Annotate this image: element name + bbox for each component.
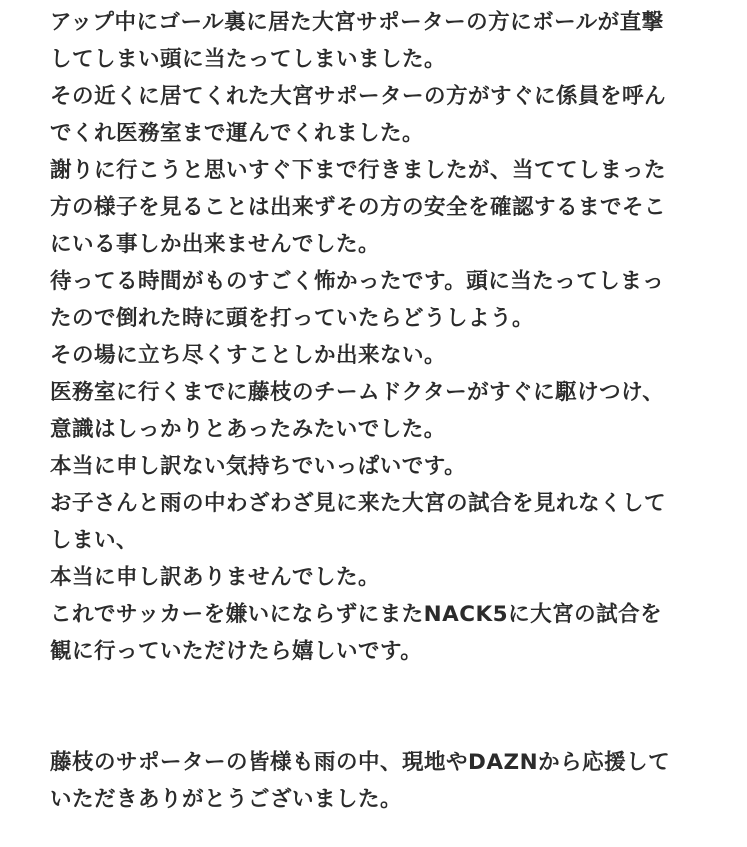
text-line: その近くに居てくれた大宮サポーターの方がすぐに係員を呼ん bbox=[50, 84, 667, 109]
text-line: 方の様子を見ることは出来ずその方の安全を確認するまでそこ bbox=[50, 195, 667, 220]
text-line: 意識はしっかりとあったみたいでした。 bbox=[50, 417, 446, 442]
text-line: お子さんと雨の中わざわざ見に来た大宮の試合を見れなくして bbox=[50, 491, 667, 516]
text-line: 医務室に行くまでに藤枝のチームドクターがすぐに駆けつけ、 bbox=[50, 380, 665, 405]
text-line: 藤枝のサポーターの皆様も雨の中、現地やDAZNから応援して bbox=[50, 750, 671, 775]
text-line: 本当に申し訳ありませんでした。 bbox=[50, 565, 381, 590]
text-line: たので倒れた時に頭を打っていたらどうしよう。 bbox=[50, 306, 535, 331]
text-line: アップ中にゴール裏に居た大宮サポーターの方にボールが直撃 bbox=[50, 10, 664, 35]
text-line: にいる事しか出来ませんでした。 bbox=[50, 232, 381, 257]
post-body bbox=[50, 4, 720, 818]
text-line: 待ってる時間がものすごく怖かったです。頭に当たってしまっ bbox=[50, 269, 665, 294]
text-line: これでサッカーを嫌いにならずにまたNACK5に大宮の試合を bbox=[50, 602, 663, 627]
text-line: しまい、 bbox=[50, 528, 139, 553]
text-line: その場に立ち尽くすことしか出来ない。 bbox=[50, 343, 447, 368]
text-line: でくれ医務室まで運んでくれました。 bbox=[50, 121, 425, 146]
text-line: 本当に申し訳ない気持ちでいっぱいです。 bbox=[50, 454, 467, 479]
text-line: いただきありがとうございました。 bbox=[50, 787, 403, 812]
text-line: 観に行っていただけたら嬉しいです。 bbox=[50, 639, 423, 664]
paragraph-spacer bbox=[50, 670, 720, 744]
paragraph-thanks bbox=[50, 744, 720, 818]
paragraph-apology bbox=[50, 4, 720, 670]
text-line: してしまい頭に当たってしまいました。 bbox=[50, 47, 447, 72]
text-line: 謝りに行こうと思いすぐ下まで行きましたが、当ててしまった bbox=[50, 158, 667, 183]
